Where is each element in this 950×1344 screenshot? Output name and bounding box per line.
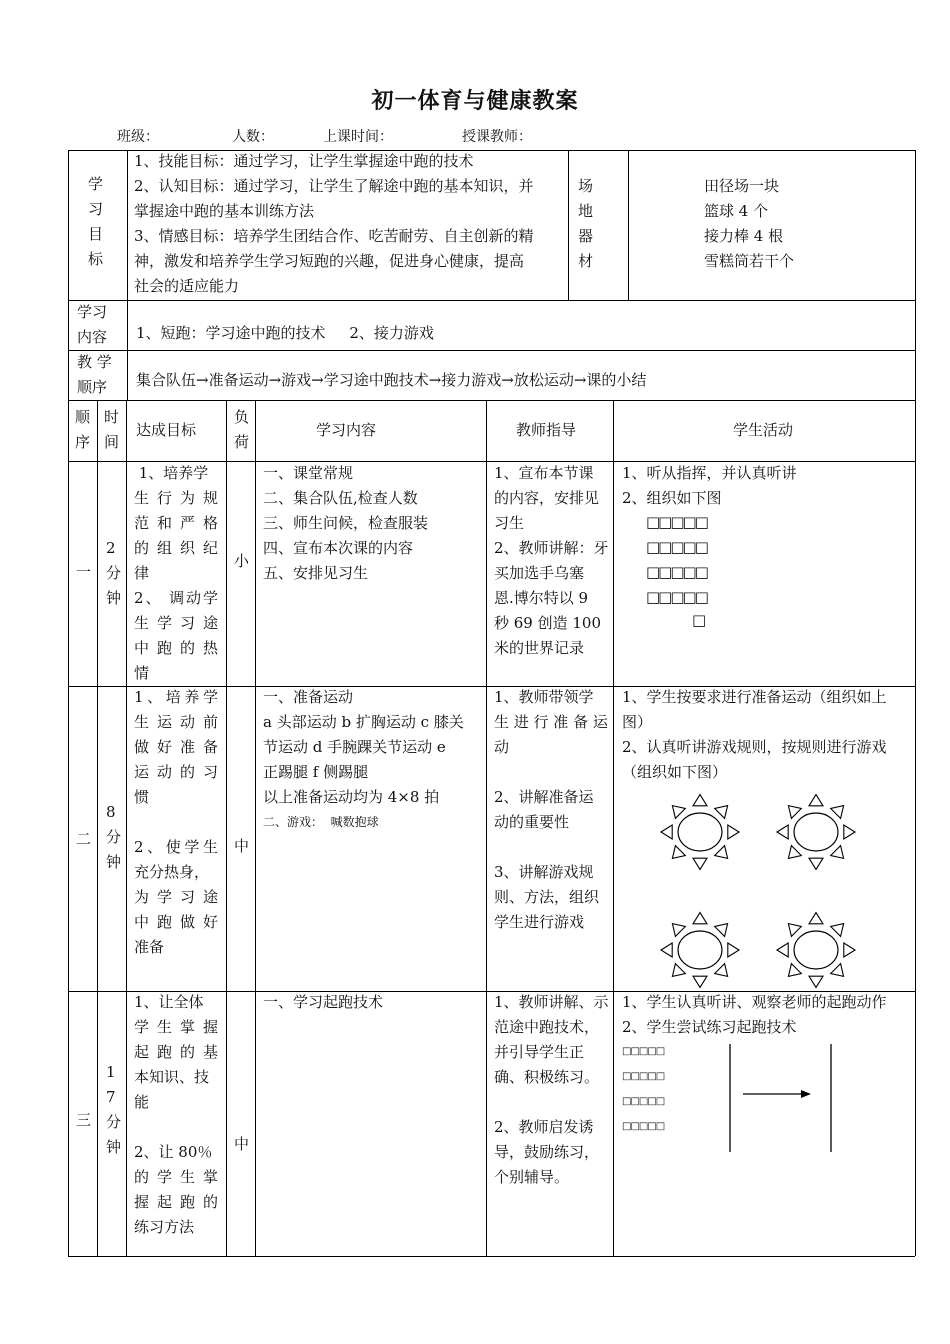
section-2-seq: 二	[76, 830, 92, 848]
equipment-label: 场 地 器 材	[578, 177, 594, 270]
section-3-small-formation: □□□□□ □□□□□ □□□□□ □□□□□	[622, 1046, 665, 1132]
page-title: 初一体育与健康教案	[371, 89, 579, 114]
col-goal-header: 达成目标	[136, 421, 197, 439]
section-2-guide: 1、教师带领学 生 进 行 准 备 运 动 2、讲解准备运 动的重要性 3、讲解游戏规 则、方法，组织 学生进行游戏	[494, 688, 608, 931]
col-content-header: 学习内容	[316, 421, 377, 439]
count-label: 人数：	[232, 129, 274, 145]
section-1-activity: 1、听从指挥，并认真听讲 2、组织如下图	[622, 464, 797, 507]
section-2-content: 一、准备运动 a 头部运动 b 扩胸运动 c 膝关 节运动 d 手腕踝关节运动 e 正踢腿 f 侧踢腿 以上准备运动均为 4×8 拍 二、游戏： 喊数抱球	[263, 688, 464, 829]
col-load-header: 负 荷	[234, 408, 250, 451]
section-1-goals: 1、培养学 生 行 为 规 范 和 严 格 的 组 织 纪 律 2、 调动学 生 学 习 途 中 跑 的 热 情	[134, 464, 218, 682]
section-1-formation: □□□□□ □□□□□ □□□□□ □□□□□	[646, 513, 707, 606]
section-1-load: 小	[234, 552, 250, 570]
section-3-goals: 1、让全体 学 生 掌 握 起 跑 的 基 本知识、技 能 2、让 80％ 的 学 生 掌 握 起 跑 的 练习方法	[134, 993, 218, 1236]
content-text: 1、短跑：学习途中跑的技术 2、接力游戏	[136, 324, 434, 342]
col-activity-header: 学生活动	[733, 421, 794, 439]
section-3-load: 中	[234, 1135, 250, 1153]
run-direction-arrowhead	[801, 1090, 811, 1098]
section-1-seq: 一	[76, 563, 92, 581]
section-2-goals: 1、培养学 生 运 动 前 做 好 准 备 运 动 的 习 惯 2、使学生 充分热身， 为 学 习 途 中 跑 做 好 准备	[134, 688, 218, 956]
equipment-list: 田径场一块 篮球 4 个 接力棒 4 根 雪糕筒若干个	[704, 177, 795, 270]
teacher-position-marker: □	[692, 611, 707, 629]
section-3-seq: 三	[76, 1111, 92, 1129]
section-1-guide: 1、宣布本节课 的内容，安排见 习生 2、教师讲解：牙 买加选手乌塞 恩.博尔特以 9 秒 69 创造 100 米的世界记录	[494, 464, 609, 657]
section-3-content: 一、学习起跑技术	[263, 993, 384, 1011]
section-3-time: 1 7 分 钟	[106, 1063, 122, 1156]
content-label: 学习 内容	[77, 303, 108, 346]
class-label: 班级：	[117, 129, 159, 145]
section-2-load: 中	[234, 837, 250, 855]
order-text: 集合队伍→准备运动→游戏→学习途中跑技术→接力游戏→放松运动→课的小结	[136, 371, 647, 389]
section-3-guide: 1、教师讲解、示 范途中跑技术， 并引导学生正 确、积极练习。 2、教师启发诱 导，鼓励练习， 个别辅导。	[494, 993, 609, 1186]
section-2-activity: 1、学生按要求进行准备运动（组织如上 图） 2、认真听讲游戏规则，按规则进行游戏 （组织如下图）	[622, 688, 887, 781]
col-seq-header: 顺 序	[75, 408, 91, 451]
section-1-content: 一、课堂常规 二、集合队伍,检查人数 三、师生问候，检查服装 四、宣布本次课的内容 五、安排见习生	[263, 464, 429, 582]
section-3-activity: 1、学生认真听讲、观察老师的起跑动作 2、学生尝试练习起跑技术	[622, 993, 887, 1036]
col-guide-header: 教师指导	[516, 421, 577, 439]
section-1-time: 2 分 钟	[106, 539, 122, 607]
section-2-time: 8 分 钟	[106, 803, 122, 871]
time-label: 上课时间：	[323, 129, 393, 145]
col-time-header: 时 间	[104, 408, 120, 451]
goals-text: 1、技能目标：通过学习，让学生掌握途中跑的技术 2、认知目标：通过学习，让学生了解途中跑的基本知识，并 掌握途中跑的基本训练方法 3、情感目标：培养学生团结合作、吃苦耐劳、自主创新的精 神，激发和培养学生学习短跑的兴趣，促进身心健康，提高 社会的适应能力	[134, 152, 534, 295]
teacher-label: 授课教师：	[462, 129, 532, 145]
order-label: 教 学 顺序	[77, 353, 112, 396]
goals-label: 学 习 目 标	[88, 175, 104, 268]
